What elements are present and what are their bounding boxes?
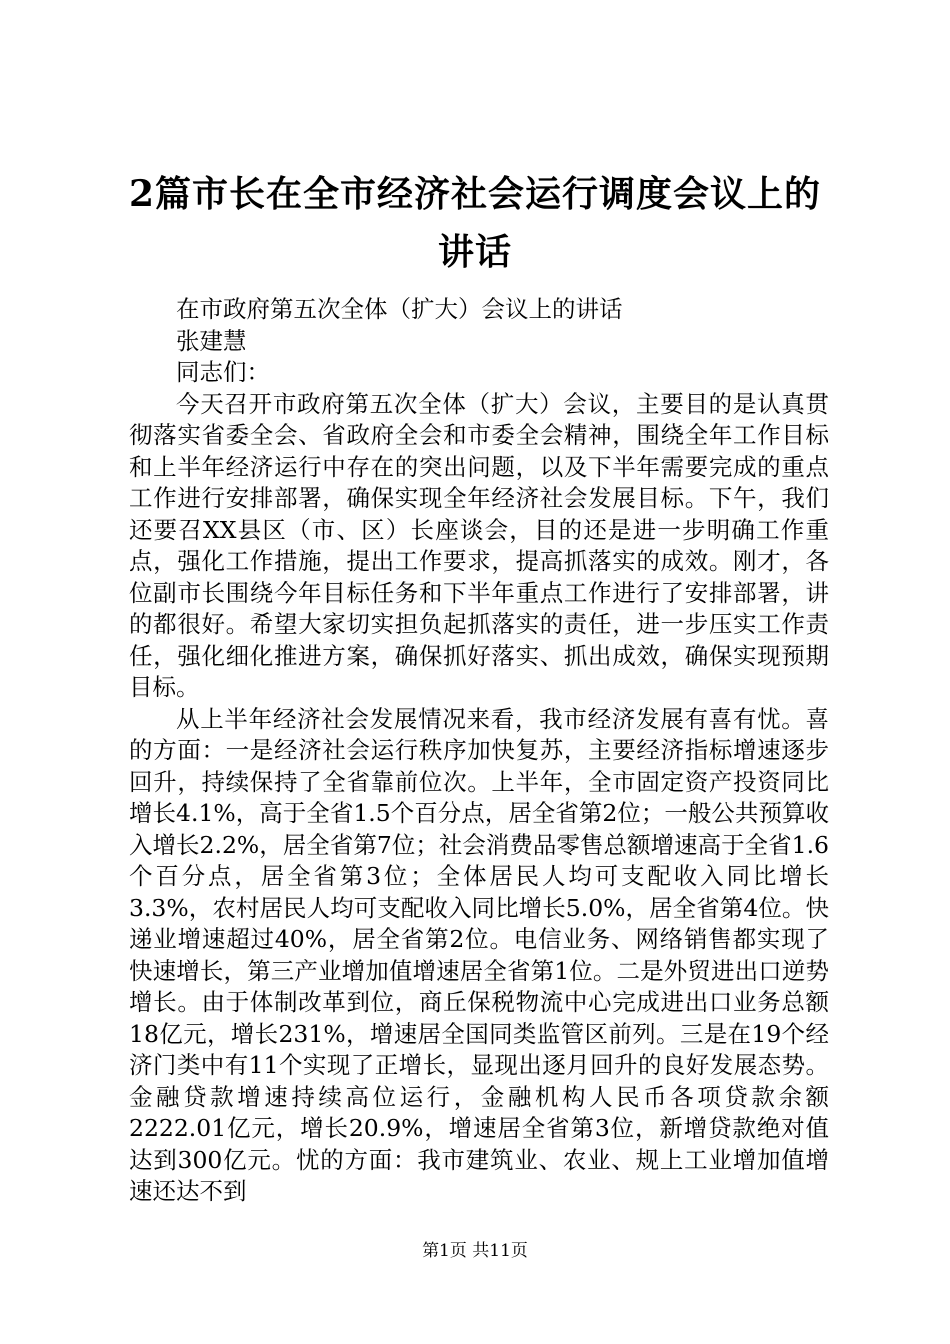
salutation: 同志们： (176, 358, 270, 386)
paragraph-1: 今天召开市政府第五次全体（扩大）会议，主要目的是认真贯彻落实省委全会、省政府全会和市委全会精神，围绕全年工作目标和上半年经济运行中存在的突出问题，以及下半年需要完成的重点工作进行安排部署，确保实现全年经济社会发展目标。下午，我们还要召XX县区（市、区）长座谈会，目的还是进一步明确工作重点，强化工作措施，提出工作要求，提高抓落实的成效。刚才，各位副市长围绕今年目标任务和下半年重点工作进行了安排部署，讲的都很好。希望大家切实担负起抓落实的责任，进一步压实工作责任，强化细化推进方案，确保抓好落实、抓出成效，确保实现预期目标。 (129, 389, 829, 701)
document-subtitle: 在市政府第五次全体（扩大）会议上的讲话 (176, 295, 623, 323)
document-title: 2篇市长在全市经济社会运行调度会议上的讲话 (128, 173, 822, 273)
document-body (129, 294, 829, 1208)
document-author: 张建慧 (176, 326, 247, 355)
page-footer: 第1页 共11页 (422, 1241, 528, 1261)
paragraph-2: 从上半年经济社会发展情况来看，我市经济发展有喜有忧。喜的方面：一是经济社会运行秩序加快复苏，主要经济指标增速逐步回升，持续保持了全省靠前位次。上半年，全市固定资产投资同比增长4.1%，高于全省1.5个百分点，居全省第2位；一般公共预算收入增长2.2%，居全省第7位；社会消费品零售总额增速高于全省1.6个百分点，居全省第3位；全体居民人均可支配收入同比增长3.3%，农村居民人均可支配收入同比增长5.0%，居全省第4位。快递业增速超过40%，居全省第2位。电信业务、网络销售都实现了快速增长，第三产业增加值增速居全省第1位。二是外贸进出口逆势增长。由于体制改革到位，商丘保税物流中心完成进出口业务总额18亿元，增长231%，增速居全国同类监管区前列。三是在19个经济门类中有11个实现了正增长，显现出逐月回升的良好发展态势。金融贷款增速持续高位运行，金融机构人民币各项贷款余额2222.01亿元，增长20.9%，增速居全省第3位，新增贷款绝对值达到300亿元。忧的方面：我市建筑业、农业、规上工业增加值增速还达不到 (129, 704, 829, 1205)
